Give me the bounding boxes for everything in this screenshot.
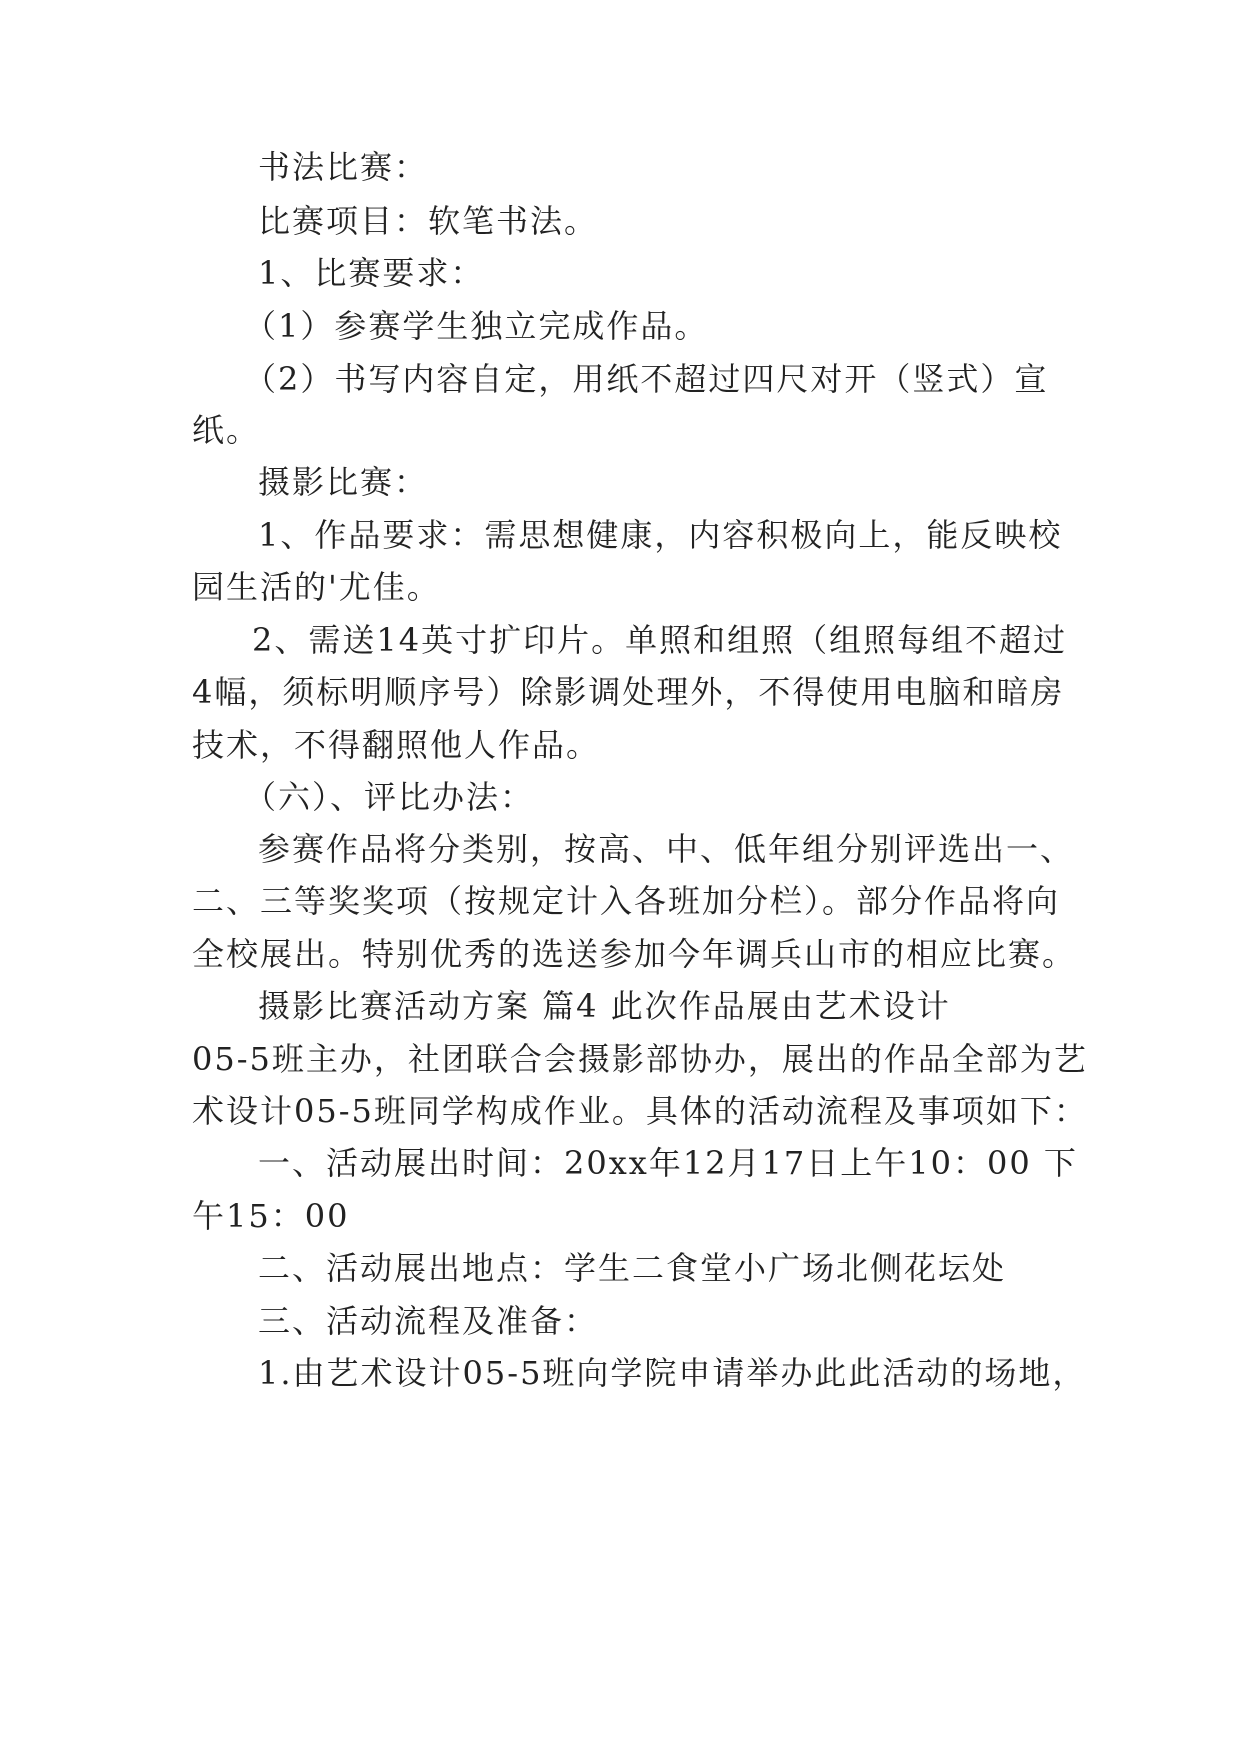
paragraph-line: 二、活动展出地点：学生二食堂小广场北侧花坛处 (258, 1249, 1007, 1287)
paragraph-line: 午15：00 (192, 1197, 350, 1235)
paragraph-line: 1、比赛要求： (258, 254, 485, 292)
paragraph-line: 三、活动流程及准备： (258, 1302, 599, 1340)
paragraph-line: 参赛作品将分类别，按高、中、低年组分别评选出一、 (258, 830, 1075, 868)
paragraph-line: 1、作品要求：需思想健康，内容积极向上，能反映校 (258, 516, 1063, 554)
section-heading-photography: 摄影比赛： (258, 463, 429, 501)
paragraph-line: 术设计05-5班同学构成作业。具体的活动流程及事项如下： (192, 1092, 1088, 1130)
paragraph-line: 园生活的'尤佳。 (192, 568, 441, 606)
paragraph-line: 摄影比赛活动方案 篇4 此次作品展由艺术设计 (258, 987, 951, 1025)
paragraph-line: 全校展出。特别优秀的选送参加今年调兵山市的相应比赛。 (192, 935, 1077, 973)
paragraph-line: （2）书写内容自定，用纸不超过四尺对开（竖式）宣 (244, 360, 1049, 398)
paragraph-line: 2、需送14英寸扩印片。单照和组照（组照每组不超过 (252, 621, 1068, 659)
section-heading-judging: （六）、评比办法： (244, 778, 535, 816)
paragraph-line: 技术，不得翻照他人作品。 (192, 726, 601, 764)
paragraph-line: 1.由艺术设计05-5班向学院申请举办此此活动的场地， (258, 1354, 1087, 1392)
paragraph-line: （1）参赛学生独立完成作品。 (244, 307, 709, 345)
paragraph-line: 纸。 (192, 411, 261, 449)
paragraph-line: 05-5班主办，社团联合会摄影部协办，展出的作品全部为艺 (192, 1040, 1088, 1078)
section-heading-calligraphy: 书法比赛： (258, 148, 429, 186)
paragraph-line: 一、活动展出时间：20xx年12月17日上午10：00 下 (258, 1144, 1078, 1182)
paragraph-line: 二、三等奖奖项（按规定计入各班加分栏）。部分作品将向 (192, 882, 1061, 920)
paragraph-line: 4幅，须标明顺序号）除影调处理外，不得使用电脑和暗房 (192, 673, 1065, 711)
paragraph-line: 比赛项目：软笔书法。 (258, 202, 599, 240)
